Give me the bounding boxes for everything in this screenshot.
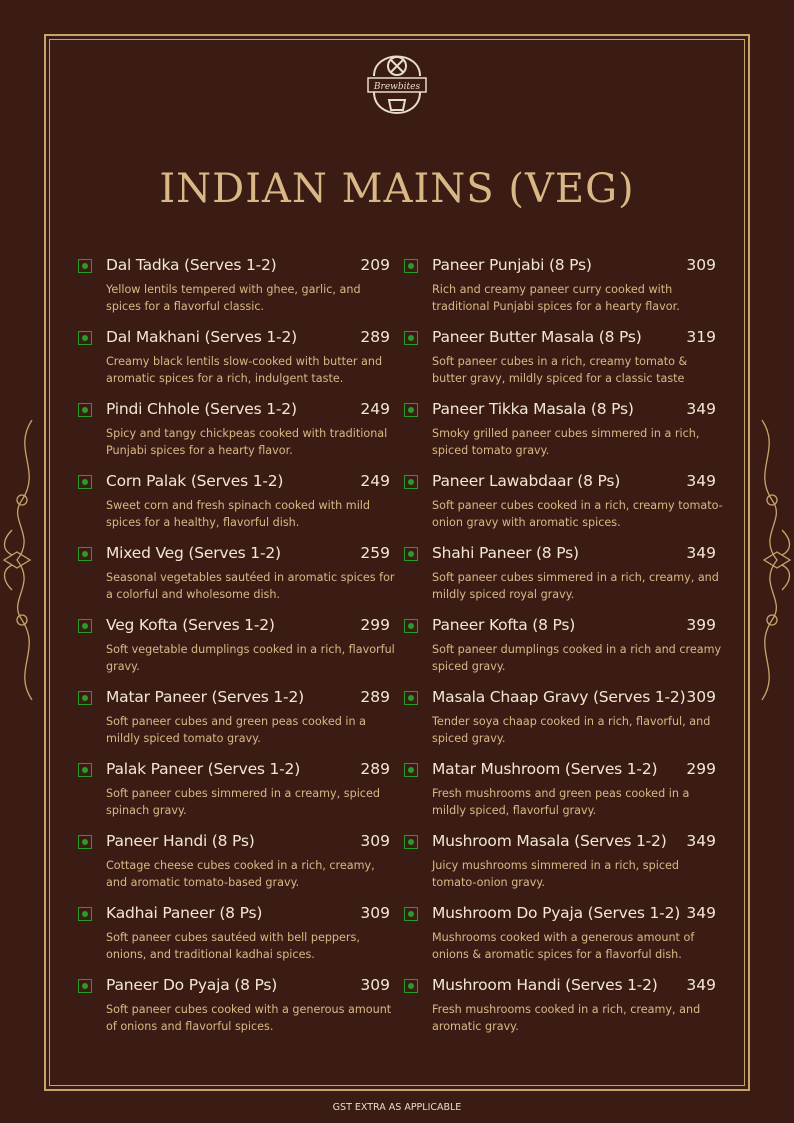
veg-symbol-icon	[78, 907, 92, 921]
veg-symbol-icon	[404, 907, 418, 921]
item-price: 309	[360, 976, 390, 994]
item-price: 349	[686, 544, 716, 562]
veg-symbol-icon	[78, 619, 92, 633]
page-title: INDIAN MAINS (VEG)	[159, 166, 635, 212]
item-name: Mixed Veg (Serves 1-2)	[106, 544, 281, 562]
item-description: Soft paneer cubes and green peas cooked in a mildly spiced tomato gravy.	[106, 715, 366, 745]
item-description: Yellow lentils tempered with ghee, garlic, and spices for a flavorful classic.	[106, 283, 361, 313]
veg-symbol-icon	[404, 619, 418, 633]
item-price: 309	[686, 688, 716, 706]
item-price: 249	[360, 400, 390, 418]
item-description: Soft paneer cubes cooked with a generous amount of onions and flavorful spices.	[106, 1003, 392, 1033]
item-name: Veg Kofta (Serves 1-2)	[106, 616, 275, 634]
item-description: Soft paneer cubes sautéed with bell peppers, onions, and traditional kadhai spices.	[106, 931, 360, 961]
item-description: Sweet corn and fresh spinach cooked with mild spices for a healthy, flavorful dish.	[106, 499, 371, 529]
item-name: Matar Mushroom (Serves 1-2)	[432, 760, 658, 778]
item-name: Corn Palak (Serves 1-2)	[106, 472, 284, 490]
menu-item	[78, 328, 390, 400]
veg-symbol-icon	[78, 979, 92, 993]
item-price: 209	[360, 256, 390, 274]
item-description: Soft paneer cubes simmered in a rich, creamy, and mildly spiced royal gravy.	[432, 571, 719, 601]
item-price: 349	[686, 904, 716, 922]
item-name: Paneer Kofta (8 Ps)	[432, 616, 576, 634]
menu-item	[78, 472, 390, 544]
item-name: Mushroom Handi (Serves 1-2)	[432, 976, 658, 994]
veg-symbol-icon	[78, 475, 92, 489]
item-price: 289	[360, 760, 390, 778]
menu-item	[78, 256, 390, 328]
menu-item	[404, 904, 716, 976]
item-price: 349	[686, 472, 716, 490]
item-name: Dal Tadka (Serves 1-2)	[106, 256, 277, 274]
item-description: Spicy and tangy chickpeas cooked with traditional Punjabi spices for a hearty flavor.	[106, 427, 388, 457]
item-description: Cottage cheese cubes cooked in a rich, creamy, and aromatic tomato-based gravy.	[106, 859, 375, 889]
veg-symbol-icon	[404, 763, 418, 777]
veg-symbol-icon	[78, 763, 92, 777]
item-description: Fresh mushrooms cooked in a rich, creamy, and aromatic gravy.	[432, 1003, 701, 1033]
veg-symbol-icon	[78, 403, 92, 417]
item-name: Paneer Butter Masala (8 Ps)	[432, 328, 642, 346]
veg-symbol-icon	[78, 547, 92, 561]
item-price: 349	[686, 400, 716, 418]
item-price: 309	[686, 256, 716, 274]
item-price: 349	[686, 832, 716, 850]
item-name: Kadhai Paneer (8 Ps)	[106, 904, 263, 922]
item-name: Matar Paneer (Serves 1-2)	[106, 688, 304, 706]
menu-item	[78, 904, 390, 976]
item-price: 399	[686, 616, 716, 634]
item-description: Seasonal vegetables sautéed in aromatic spices for a colorful and wholesome dish.	[106, 571, 395, 601]
veg-symbol-icon	[404, 475, 418, 489]
item-price: 259	[360, 544, 390, 562]
menu-item	[78, 832, 390, 904]
item-price: 299	[360, 616, 390, 634]
veg-symbol-icon	[78, 259, 92, 273]
brewbites-logo	[364, 40, 430, 128]
item-price: 249	[360, 472, 390, 490]
menu-item	[404, 544, 719, 616]
veg-symbol-icon	[404, 691, 418, 705]
item-description: Soft paneer dumplings cooked in a rich and creamy spiced gravy.	[432, 643, 722, 673]
menu-item	[78, 760, 390, 832]
item-name: Shahi Paneer (8 Ps)	[432, 544, 579, 562]
item-description: Smoky grilled paneer cubes simmered in a rich, spiced tomato gravy.	[432, 427, 700, 457]
right-menu-column	[404, 256, 723, 1048]
item-description: Fresh mushrooms and green peas cooked in a mildly spiced, flavorful gravy.	[432, 787, 690, 817]
left-menu-column	[78, 256, 395, 1048]
footer-note: GST EXTRA AS APPLICABLE	[332, 1102, 462, 1113]
menu-item	[78, 688, 390, 760]
item-description: Mushrooms cooked with a generous amount of onions & aromatic spices for a flavorful dish.	[432, 931, 695, 961]
menu-item	[78, 400, 390, 472]
menu-item	[404, 688, 716, 760]
menu-item	[78, 976, 390, 1048]
item-name: Paneer Do Pyaja (8 Ps)	[106, 976, 278, 994]
menu-item	[78, 544, 395, 616]
item-description: Creamy black lentils slow-cooked with butter and aromatic spices for a rich, indulgent taste.	[106, 355, 383, 385]
menu-item	[404, 328, 716, 400]
item-name: Masala Chaap Gravy (Serves 1-2)	[432, 688, 686, 706]
item-description: Juicy mushrooms simmered in a rich, spiced tomato-onion gravy.	[432, 859, 679, 889]
item-description: Soft paneer cubes cooked in a rich, creamy tomato-onion gravy with aromatic spices.	[432, 499, 723, 529]
right-ornament-icon	[752, 420, 792, 700]
item-name: Mushroom Masala (Serves 1-2)	[432, 832, 667, 850]
item-price: 299	[686, 760, 716, 778]
item-name: Paneer Lawabdaar (8 Ps)	[432, 472, 621, 490]
veg-symbol-icon	[78, 835, 92, 849]
menu-item	[404, 256, 716, 328]
menu-item	[404, 616, 722, 688]
item-name: Paneer Handi (8 Ps)	[106, 832, 255, 850]
brand-name: Brewbites	[373, 82, 421, 92]
item-price: 289	[360, 328, 390, 346]
item-price: 309	[360, 832, 390, 850]
item-description: Soft paneer cubes simmered in a creamy, spiced spinach gravy.	[106, 787, 380, 817]
item-price: 349	[686, 976, 716, 994]
menu-item	[404, 760, 716, 832]
menu-item	[404, 832, 716, 904]
item-description: Soft paneer cubes in a rich, creamy tomato & butter gravy, mildly spiced for a classic taste	[432, 355, 688, 385]
menu-item	[78, 616, 395, 688]
veg-symbol-icon	[404, 835, 418, 849]
item-price: 289	[360, 688, 390, 706]
item-name: Paneer Tikka Masala (8 Ps)	[432, 400, 634, 418]
veg-symbol-icon	[78, 691, 92, 705]
item-name: Palak Paneer (Serves 1-2)	[106, 760, 301, 778]
item-price: 319	[686, 328, 716, 346]
menu-item	[404, 472, 723, 544]
veg-symbol-icon	[404, 331, 418, 345]
item-name: Paneer Punjabi (8 Ps)	[432, 256, 592, 274]
veg-symbol-icon	[78, 331, 92, 345]
menu-item	[404, 976, 716, 1048]
menu-item	[404, 400, 716, 472]
item-description: Soft vegetable dumplings cooked in a rich, flavorful gravy.	[106, 643, 395, 673]
item-name: Dal Makhani (Serves 1-2)	[106, 328, 297, 346]
left-ornament-icon	[2, 420, 42, 700]
item-description: Tender soya chaap cooked in a rich, flavorful, and spiced gravy.	[432, 715, 711, 745]
item-name: Mushroom Do Pyaja (Serves 1-2)	[432, 904, 681, 922]
item-price: 309	[360, 904, 390, 922]
veg-symbol-icon	[404, 259, 418, 273]
veg-symbol-icon	[404, 403, 418, 417]
item-description: Rich and creamy paneer curry cooked with traditional Punjabi spices for a hearty flavor.	[432, 283, 680, 313]
veg-symbol-icon	[404, 979, 418, 993]
veg-symbol-icon	[404, 547, 418, 561]
item-name: Pindi Chhole (Serves 1-2)	[106, 400, 297, 418]
